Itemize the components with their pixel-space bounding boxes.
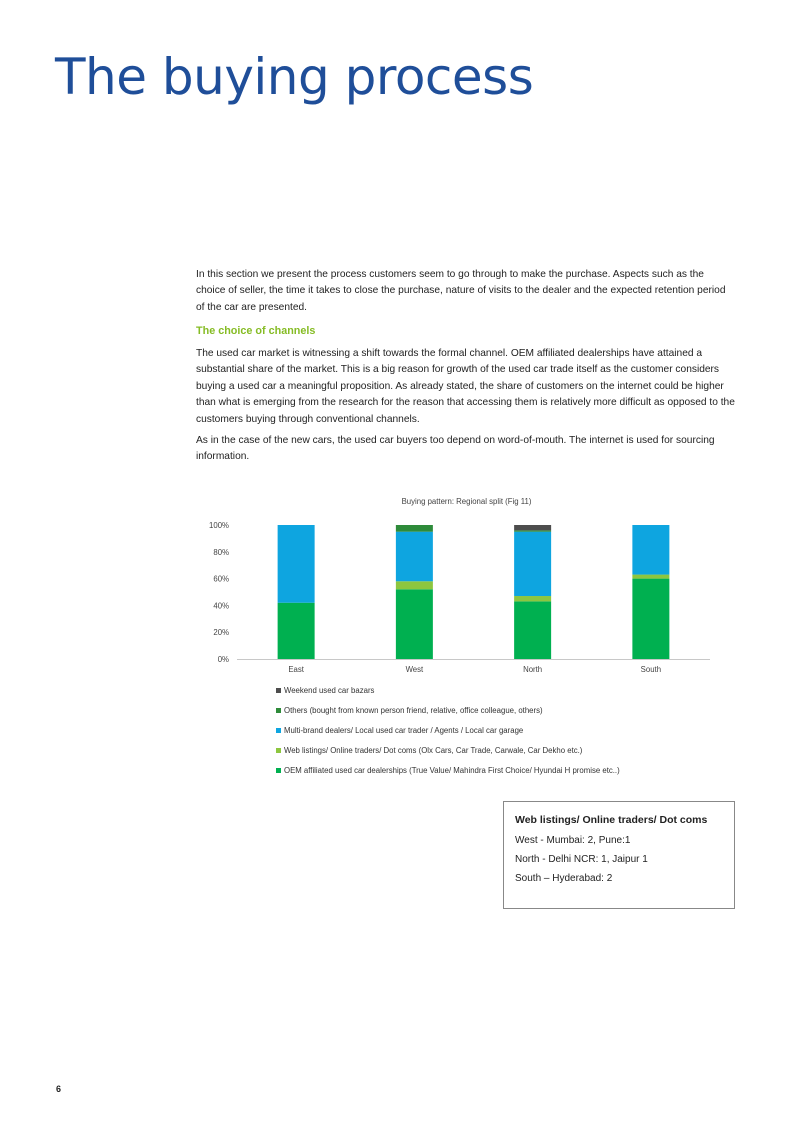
bar-segment	[632, 575, 669, 579]
y-tick-label: 100%	[209, 521, 229, 530]
legend-swatch	[276, 768, 281, 773]
bar-segment	[514, 532, 551, 596]
y-tick-label: 40%	[213, 601, 229, 611]
legend-swatch	[276, 728, 281, 733]
legend-item	[276, 720, 620, 740]
section-heading: The choice of channels	[196, 325, 316, 337]
legend-label: Others (bought from known person friend, relative, office colleague, others)	[284, 705, 543, 715]
legend-item	[276, 740, 620, 760]
info-box	[503, 801, 735, 909]
legend-swatch	[276, 688, 281, 693]
y-tick-label: 60%	[213, 574, 229, 584]
chart-legend	[276, 680, 620, 780]
page-title: The buying process	[55, 48, 534, 106]
bar-segment	[396, 525, 433, 532]
x-tick-label: South	[640, 665, 662, 674]
page-number: 6	[56, 1084, 62, 1094]
x-tick-label: North	[523, 665, 543, 674]
legend-swatch	[276, 748, 281, 753]
bar-segment	[278, 603, 315, 659]
legend-label: Multi-brand dealers/ Local used car trader / Agents / Local car garage	[284, 725, 524, 735]
chart-title: Buying pattern: Regional split (Fig 11)	[401, 497, 532, 506]
legend-swatch	[276, 708, 281, 713]
y-tick-label: 20%	[213, 628, 229, 638]
legend-label: Weekend used car bazars	[284, 685, 375, 695]
x-tick-label: East	[288, 665, 304, 674]
bar-segment	[514, 530, 551, 531]
info-box-line: South – Hyderabad: 2	[515, 873, 613, 884]
legend-item	[276, 760, 620, 780]
body-paragraph: The used car market is witnessing a shift towards the formal channel. OEM affiliated dealerships have attained a substantial share of the market. This is a big reason for growth of the used car trade itself as the customer considers buying a used car a meaningful proposition. As already stated, the share of customers on the internet could be higher than what is emerging from the research for the reason that accessing them is relatively more difficult as opposed to the customers buying through conventional channels.	[196, 348, 735, 425]
info-box-line: West - Mumbai: 2, Pune:1	[515, 835, 631, 846]
bar-segment	[396, 589, 433, 659]
bar-segment	[632, 579, 669, 659]
x-tick-label: West	[405, 665, 424, 674]
bar-segment	[396, 581, 433, 589]
bar-segment	[514, 596, 551, 601]
legend-item	[276, 700, 620, 720]
legend-label: Web listings/ Online traders/ Dot coms (Olx Cars, Car Trade, Carwale, Car Dekho etc.)	[284, 745, 583, 755]
bar-segment	[278, 525, 315, 603]
legend-label: OEM affiliated used car dealerships (True Value/ Mahindra First Choice/ Hyundai H promise etc..)	[284, 765, 620, 775]
info-box-title: Web listings/ Online traders/ Dot coms	[515, 814, 708, 826]
legend-item	[276, 680, 620, 700]
bar-segment	[632, 525, 669, 575]
y-tick-label: 0%	[217, 655, 229, 664]
body-paragraph: As in the case of the new cars, the used car buyers too depend on word-of-mouth. The internet is used for sourcing information.	[196, 435, 715, 463]
bar-segment	[396, 532, 433, 582]
y-tick-label: 80%	[213, 547, 229, 557]
bar-segment	[514, 525, 551, 530]
bar-segment	[514, 601, 551, 659]
intro-paragraph: In this section we present the process customers seem to go through to make the purchase. Aspects such as the choice of seller, the time it takes to close the purchase, nature of visits to the dealer and the expected retention period of the car are presented.	[196, 269, 726, 313]
info-box-line: North - Delhi NCR: 1, Jaipur 1	[515, 854, 648, 865]
